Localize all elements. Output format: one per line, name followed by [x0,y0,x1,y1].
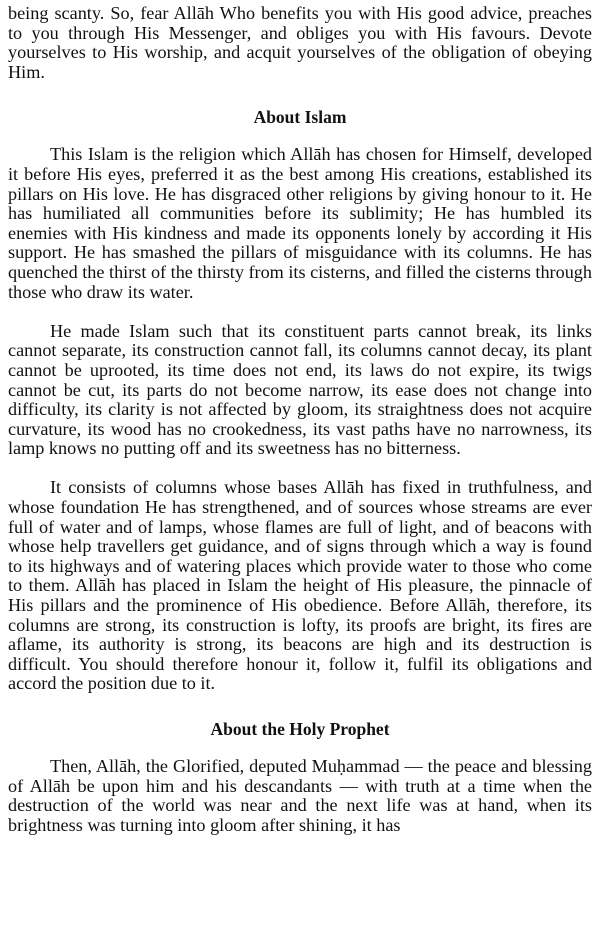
islam-paragraph-3: It consists of columns whose bases Allāh has fixed in truthfulness, and whose foundation He has strengthened, and of sources whose streams are ever full of water and of lamps, whose flames are full of light, and of beacons with whose help travellers get guidance, and of signs through which a way is found to its highways and of watering places which provide water to those who come to them. Allāh has placed in Islam the height of His pleasure, the pinnacle of His pillars and the prominence of His obedience. Before Allāh, therefore, its columns are strong, its construction is lofty, its proofs are bright, its fires are aflame, its authority is strong, its beacons are high and its destruction is difficult. You should therefore honour it, follow it, fulfil its obligations and accord the position due to it. [8,477,592,694]
islam-paragraph-1: This Islam is the religion which Allāh has chosen for Himself, developed it before His eyes, preferred it as the best among His creations, established its pillars on His love. He has disgraced other religions by giving honour to it. He has humiliated all communities before its sublimity; He has humbled its enemies with His kindness and made its opponents lonely by according it His support. He has smashed the pillars of misguidance with its columns. He has quenched the thirst of the thirsty from its cisterns, and filled the cisterns through those who draw its water. [8,144,592,302]
section-heading-about-holy-prophet: About the Holy Prophet [210,719,390,739]
prophet-paragraph-1: Then, Allāh, the Glorified, deputed Muḥammad — the peace and blessing of Allāh be upon him and his descandants — with truth at a time when the destruction of the world was near and the next life was at hand, when its brightness was turning into gloom after shining, it has [8,756,592,835]
islam-paragraph-2: He made Islam such that its constituent parts cannot break, its links cannot separate, its construction cannot fall, its columns cannot decay, its plant cannot be uprooted, its time does not end, its laws do not expire, its twigs cannot be cut, its parts do not become narrow, its ease does not change into difficulty, its clarity is not affected by gloom, its straightness does not acquire curvature, its wood has no crookedness, its vast paths have no narrowness, its lamp knows no putting off and its sweetness has no bitterness. [8,320,592,459]
section-heading-about-islam: About Islam [253,107,347,128]
opening-paragraph: being scanty. So, fear Allāh Who benefits you with His good advice, preaches to you through His Messenger, and obliges you with His favours. Devote yourselves to His worship, and acquit yourselves of the obligation of obeying Him. [8,3,592,82]
document-page [8,4,592,835]
